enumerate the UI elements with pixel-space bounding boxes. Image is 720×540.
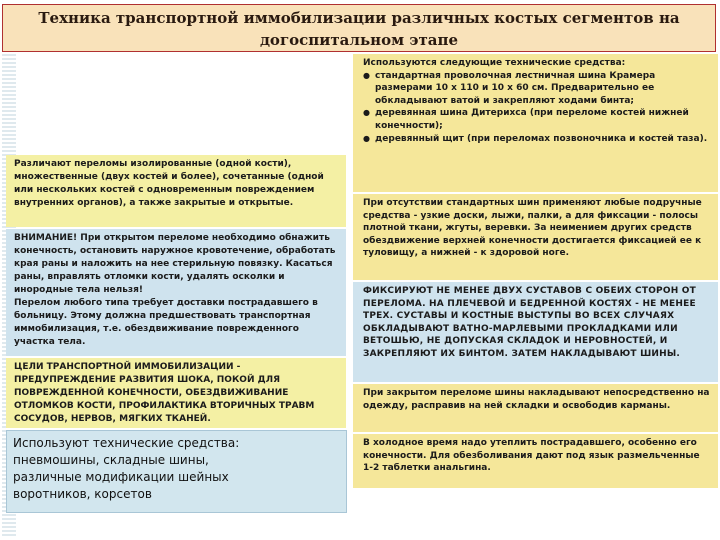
equipment-block — [353, 54, 718, 192]
technical-means-line-1: Используют технические средства: — [13, 436, 240, 450]
warning-text: ВНИМАНИЕ! При открытом переломе необходимо обнажить конечность, остановить наружное кровотечение, обработать края раны и наложить на нее стерильную повязку. Касаться раны, вправлять отломки кости, удалять осколки и инородные тела нельзя! — [14, 233, 336, 295]
list-item: ● деревянный щит (при переломах позвоночника и костей таза). — [363, 133, 712, 146]
closed-fracture-text: При закрытом переломе шины накладывают непосредственно на одежду, расправив на ней складки и освободив карманы. — [353, 384, 718, 432]
list-item: ● деревянная шина Дитерихса (при переломе костей нижней конечности); — [363, 107, 712, 132]
delivery-text: Перелом любого типа требует доставки пострадавшего в больницу. Этому должна предшествовать транспортная иммобилизация, т.е. обездвиживание поврежденного участка тела. — [14, 298, 318, 347]
fracture-types-text: Различают переломы изолированные (одной кости), множественные (двух костей и более), сочетанные (одной или нескольких костей с одновременным повреждением внутренних органов), а также закрытые и открытые. — [6, 155, 346, 227]
slide-title-line-1: Техника транспортной иммобилизации различных костых сегментов на — [38, 9, 680, 27]
slide-title-line-2: догоспитальном этапе — [259, 31, 459, 49]
technical-means-line-2: пневмошины, складные шины, — [13, 453, 209, 467]
list-item: ● стандартная проволочная лестничная шина Крамера размерами 10 х 110 и 10 х 60 см. Предварительно ее обкладывают ватой и закрепляют ходами бинта; — [363, 70, 712, 108]
improvised-splints-text: При отсутствии стандартных шин применяют любые подручные средства - узкие доски, лыжи, палки, а для фиксации - полосы плотной ткани, жгуты, веревки. За неимением других средств обездвижение верхней конечности достигается фиксацией ее к туловищу, а нижней - к здоровой ноге. — [353, 194, 718, 280]
right-column — [353, 54, 718, 488]
cold-weather-text: В холодное время надо утеплить пострадавшего, особенно его конечности. Для обезболивания дают под язык размельченные 1-2 таблетки анальгина. — [353, 434, 718, 488]
fixation-rule-text: ФИКСИРУЮТ НЕ МЕНЕЕ ДВУХ СУСТАВОВ С ОБЕИХ СТОРОН ОТ ПЕРЕЛОМА. НА ПЛЕЧЕВОЙ И БЕДРЕННОЙ КОСТЯХ - НЕ МЕНЕЕ ТРЕХ. СУСТАВЫ И КОСТНЫЕ ВЫСТУПЫ ВО ВСЕХ СЛУЧАЯХ ОБКЛАДЫВАЮТ ВАТНО-МАРЛЕВЫМИ ПРОКЛАДКАМИ ИЛИ ВЕТОШЬЮ, НЕ ДОПУСКАЯ СКЛАДОК И НЕРОВНОСТЕЙ, И ЗАКРЕПЛЯЮТ ИХ БИНТОМ. ЗАТЕМ НАКЛАДЫВАЮТ ШИНЫ. — [353, 282, 718, 382]
equipment-intro: Используются следующие технические средства: — [363, 58, 626, 68]
technical-means-line-4: воротников, корсетов — [13, 487, 152, 501]
slide-title — [2, 4, 716, 52]
immobilization-goals-text: ЦЕЛИ ТРАНСПОРТНОЙ ИММОБИЛИЗАЦИИ - ПРЕДУПРЕЖДЕНИЕ РАЗВИТИЯ ШОКА, ПОКОЙ ДЛЯ ПОВРЕЖДЕННОЙ КОНЕЧНОСТИ, ОБЕЗДВИЖИВАНИЕ ОТЛОМКОВ КОСТИ, ПРОФИЛАКТИКА ВТОРИЧНЫХ ТРАВМ СОСУДОВ, НЕРВОВ, МЯГКИХ ТКАНЕЙ. — [6, 358, 346, 428]
equipment-list — [363, 70, 712, 146]
technical-means-box — [6, 430, 347, 513]
warning-block — [6, 229, 346, 356]
left-column — [6, 155, 346, 428]
technical-means-line-3: различные модификации шейных — [13, 470, 229, 484]
